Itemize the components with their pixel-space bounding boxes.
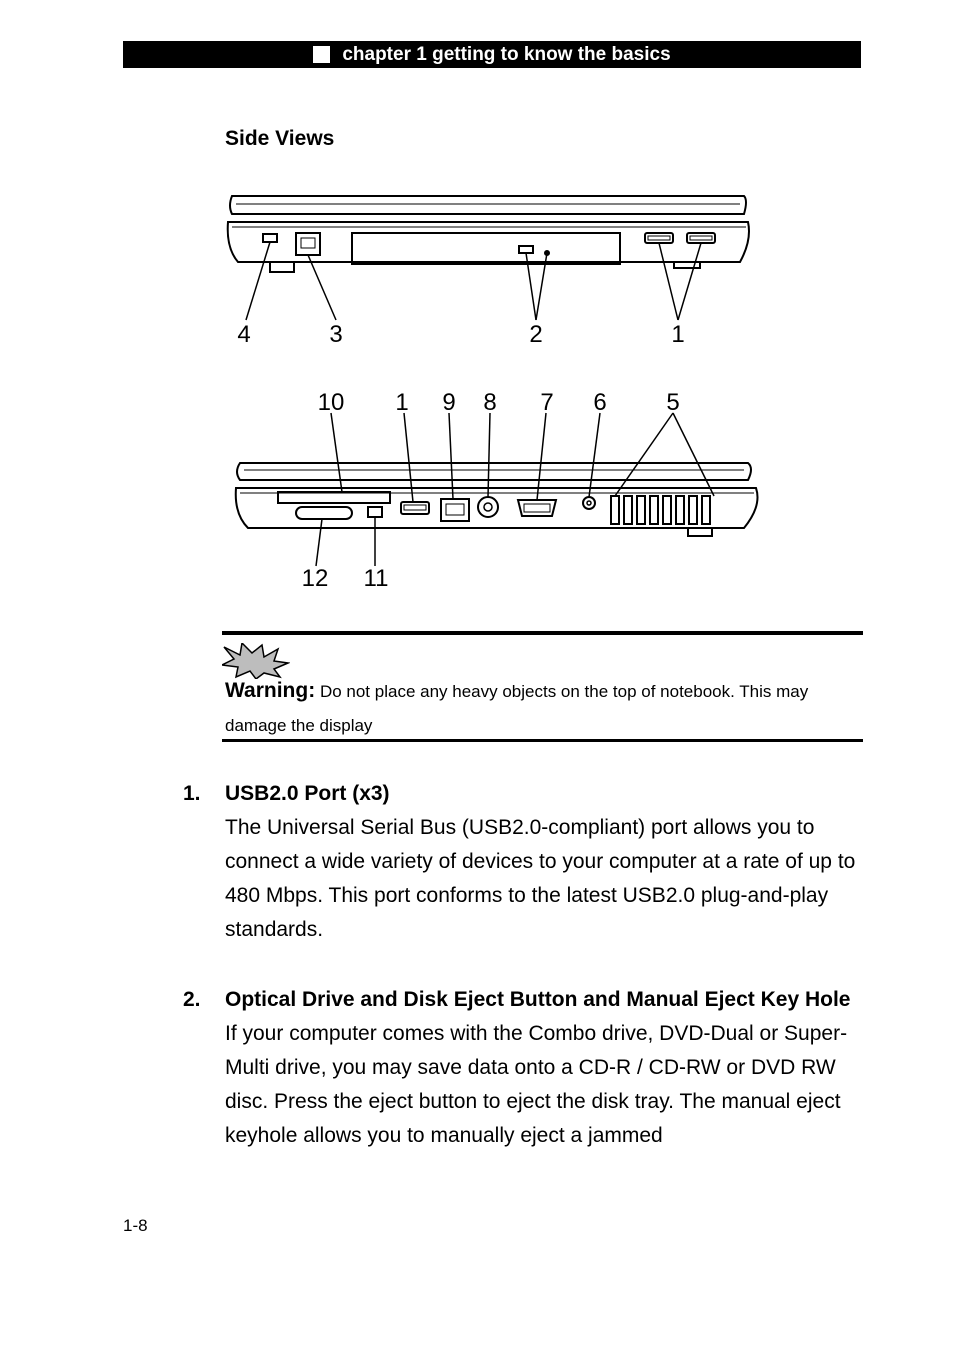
warning-note <box>225 674 865 743</box>
left-view-callouts <box>237 321 684 348</box>
chapter-title: chapter 1 getting to know the basics <box>342 43 671 65</box>
callout-label: 1 <box>671 321 685 348</box>
warning-label: Warning: <box>225 679 316 702</box>
side-views-diagram <box>0 0 954 620</box>
callout-label: 6 <box>593 389 607 416</box>
callout-label: 12 <box>301 565 329 592</box>
item-title: Optical Drive and Disk Eject Button and Manual Eject Key Hole <box>225 988 851 1011</box>
item-number: 2. <box>183 988 201 1011</box>
callout-label: 4 <box>237 321 251 348</box>
left-side-view <box>228 196 749 320</box>
right-side-view <box>236 413 758 566</box>
callout-label: 11 <box>363 565 389 592</box>
item-description: The Universal Serial Bus (USB2.0-compliant) port allows you to connect a wide variety of devices to your computer at a rate of up to 480 Mbps. This port conforms to the latest USB2.0 plug-and-play standards. <box>225 816 856 941</box>
callout-label: 7 <box>540 389 554 416</box>
item-description: If your computer comes with the Combo drive, DVD-Dual or Super-Multi drive, you may save data onto a CD-R / CD-RW or DVD RW disc. Press the eject button to eject the disk tray. The manual eject keyhole allows you to manually eject a jammed <box>225 1022 848 1147</box>
section-title: Side Views <box>225 127 335 150</box>
callout-label: 8 <box>483 389 497 416</box>
callout-label: 5 <box>666 389 680 416</box>
right-view-callouts <box>302 389 680 592</box>
callout-label: 3 <box>329 321 343 348</box>
callout-label: 1 <box>395 389 409 416</box>
item-title: USB2.0 Port (x3) <box>225 782 390 805</box>
warning-top-rule <box>222 631 863 635</box>
warning-text: Do not place any heavy objects on the top of notebook. This may damage the display <box>225 682 809 735</box>
callout-label: 2 <box>529 321 543 348</box>
list-item <box>183 983 873 1153</box>
callout-label: 9 <box>442 389 456 416</box>
list-item <box>183 777 873 947</box>
item-number: 1. <box>183 782 201 805</box>
callout-label: 10 <box>317 389 345 416</box>
page-number: 1-8 <box>123 1216 148 1235</box>
warning-bottom-rule <box>222 739 863 742</box>
